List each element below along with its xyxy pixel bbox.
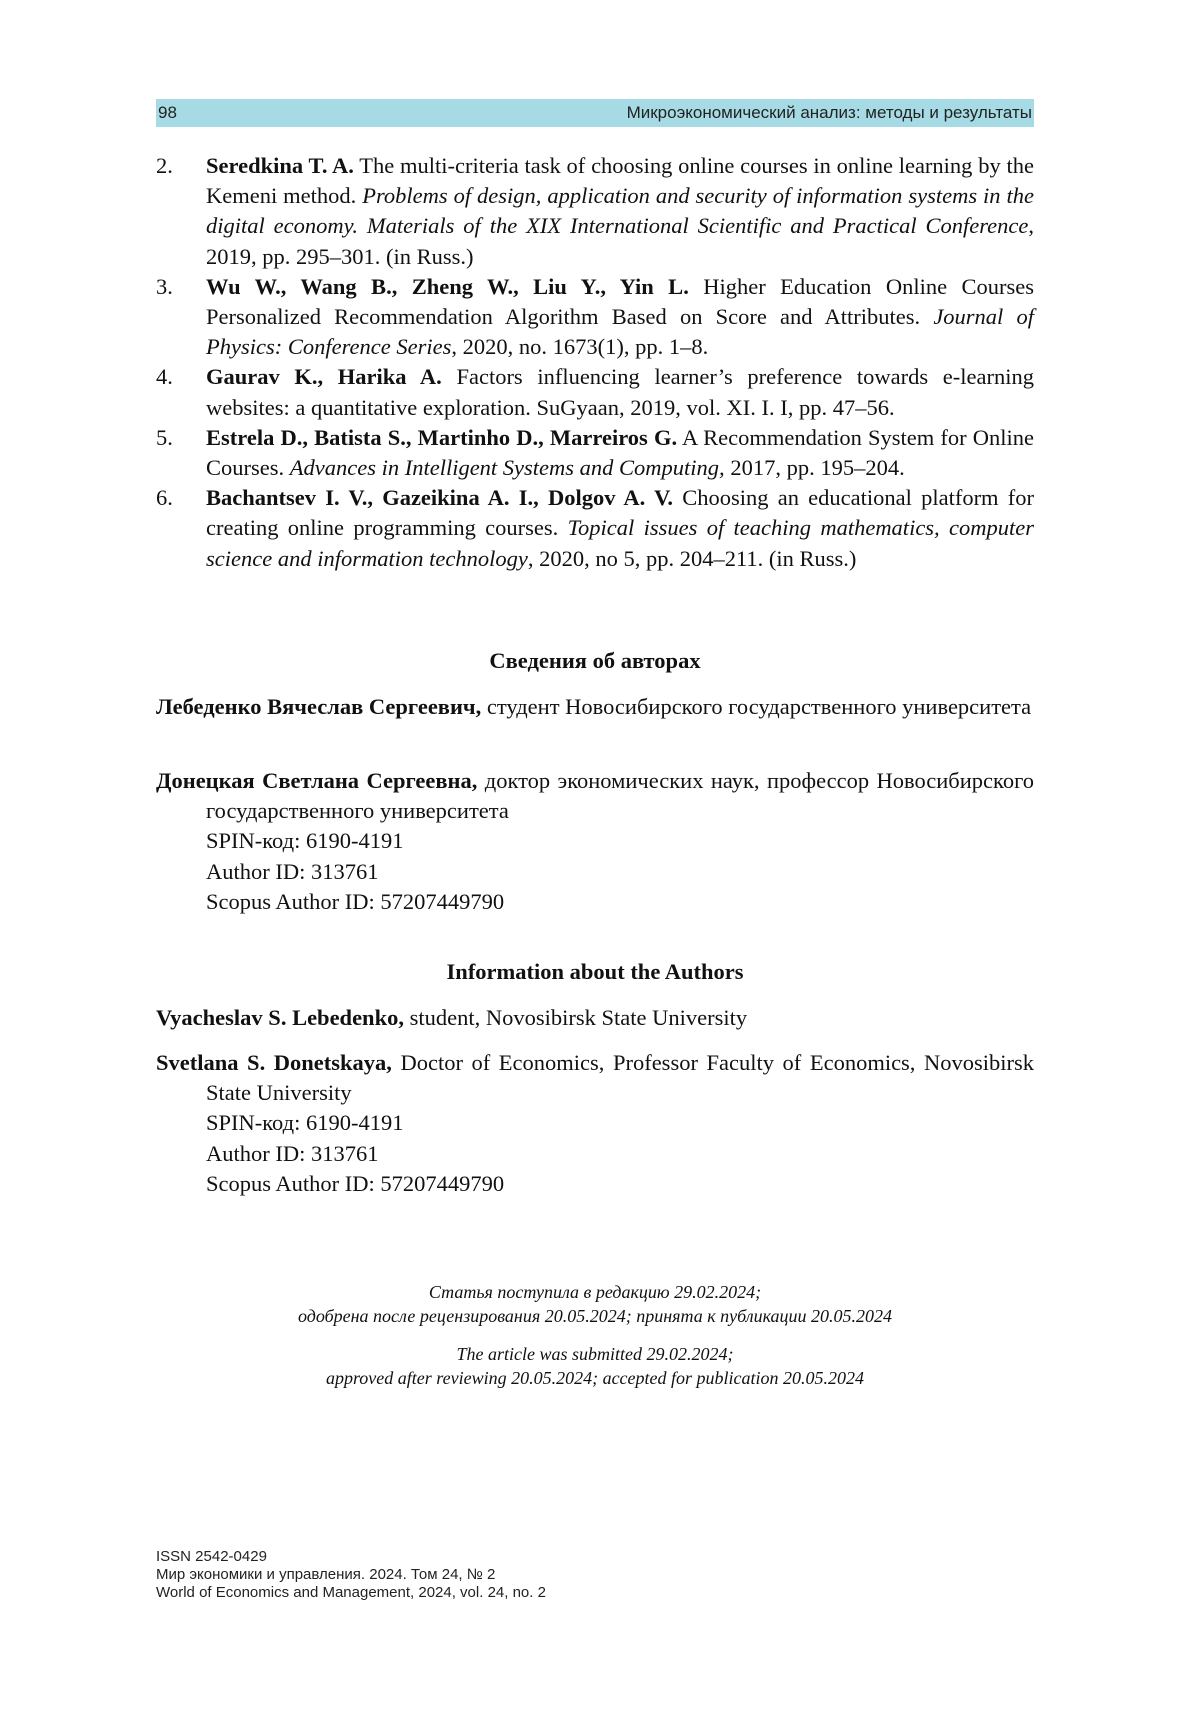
dates-en-line1: The article was submitted 29.02.2024; — [456, 1344, 734, 1364]
reference-details: , 2020, no. 1673(1), pp. 1–8. — [451, 334, 709, 360]
reference-text: A Recommendation System for Online Courses. — [206, 424, 1034, 481]
reference-source: Advances in Intelligent Systems and Computing, — [289, 455, 725, 481]
author-en-1 — [156, 1003, 1034, 1033]
page-number: 98 — [158, 103, 177, 122]
reference-number: 6. — [156, 485, 173, 511]
header-section-title: Микроэкономический анализ: методы и результаты — [626, 103, 1032, 122]
author-spin: SPIN-код: 6190-4191 — [206, 1110, 404, 1136]
author-description: Doctor of Economics, Professor Faculty of Economics, Novosibirsk State University — [206, 1050, 1034, 1106]
author-spin: SPIN-код: 6190-4191 — [206, 828, 404, 854]
page-footer — [156, 1548, 546, 1602]
reference-item — [156, 483, 1034, 574]
author-name: Vyacheslav S. Lebedenko, — [156, 1005, 404, 1030]
reference-number: 3. — [156, 273, 173, 299]
reference-item — [156, 151, 1034, 272]
reference-authors: Seredkina T. A. — [206, 153, 354, 178]
dates-ru-line1: Статья поступила в редакцию 29.02.2024; — [428, 1282, 762, 1302]
reference-authors: Bachantsev I. V., Gazeikina A. I., Dolgov A. V. — [206, 485, 674, 511]
authors-ru-heading: Сведения об авторах — [489, 648, 701, 673]
reference-number: 5. — [156, 424, 173, 450]
reference-text: The multi-criteria task of choosing online courses in online learning by the Kemeni method. — [206, 153, 1034, 209]
author-scopus-id: Scopus Author ID: 57207449790 — [206, 888, 505, 914]
reference-authors: Estrela D., Batista S., Martinho D., Marreiros G. — [206, 424, 678, 450]
reference-number: 2. — [156, 153, 173, 178]
author-scopus-id: Scopus Author ID: 57207449790 — [206, 1170, 505, 1196]
running-header — [156, 99, 1034, 127]
reference-details: , 2020, no 5, pp. 204–211. (in Russ.) — [527, 545, 857, 571]
reference-source: Problems of design, application and security of information systems in the digital economy. Materials of the XIX International Scientific and Practical Conference — [206, 183, 1034, 239]
reference-text: Choosing an educational platform for creating online programming courses. — [206, 485, 1034, 541]
author-name: Svetlana S. Donetskaya, — [156, 1050, 392, 1075]
dates-en — [156, 1342, 1034, 1390]
reference-list — [156, 151, 1034, 574]
author-en-2 — [156, 1048, 1034, 1199]
author-name: Донецкая Светлана Сергеевна, — [156, 768, 478, 793]
reference-authors: Gaurav K., Harika A. — [206, 364, 442, 390]
reference-authors: Wu W., Wang B., Zheng W., Liu Y., Yin L. — [206, 273, 689, 299]
reference-item — [156, 423, 1034, 483]
reference-text: Factors influencing learner’s preference towards e-learning websites: a quantitative exploration. SuGyaan, 2019, vol. XI. I. I, pp. 47–56. — [206, 364, 1034, 420]
reference-text: Higher Education Online Courses Personalized Recommendation Algorithm Based on Score and Attributes. — [206, 273, 1035, 330]
footer-journal-en: World of Economics and Management, 2024, vol. 24, no. 2 — [156, 1584, 546, 1601]
author-name: Лебеденко Вячеслав Сергеевич, — [156, 694, 482, 719]
reference-details: 2017, pp. 195–204. — [724, 455, 905, 481]
author-ru-1 — [156, 692, 1034, 722]
author-description: студент Новосибирского государственного университета — [481, 694, 1032, 719]
dates-en-line2: approved after reviewing 20.05.2024; accepted for publication 20.05.2024 — [325, 1368, 865, 1388]
footer-journal-ru: Мир экономики и управления. 2024. Том 24, № 2 — [156, 1566, 496, 1583]
dates-ru-line2: одобрена после рецензирования 20.05.2024; принята к публикации 20.05.2024 — [297, 1306, 893, 1326]
author-description: student, Novosibirsk State University — [403, 1005, 748, 1030]
author-id: Author ID: 313761 — [206, 1140, 379, 1166]
reference-number: 4. — [156, 364, 173, 390]
author-id: Author ID: 313761 — [206, 858, 379, 884]
reference-source: Topical issues of teaching mathematics, computer science and information technology — [206, 515, 1034, 571]
reference-item — [156, 362, 1034, 422]
reference-details: , 2019, pp. 295–301. (in Russ.) — [206, 213, 1034, 269]
reference-source: Journal of Physics: Conference Series — [206, 304, 1035, 360]
author-ru-2 — [156, 766, 1034, 917]
reference-item — [156, 272, 1034, 363]
dates-ru — [156, 1280, 1034, 1328]
authors-en-heading: Information about the Authors — [446, 959, 744, 984]
footer-issn: ISSN 2542-0429 — [156, 1548, 267, 1565]
author-description: доктор экономических наук, профессор Новосибирского государственного университета — [206, 768, 1034, 824]
